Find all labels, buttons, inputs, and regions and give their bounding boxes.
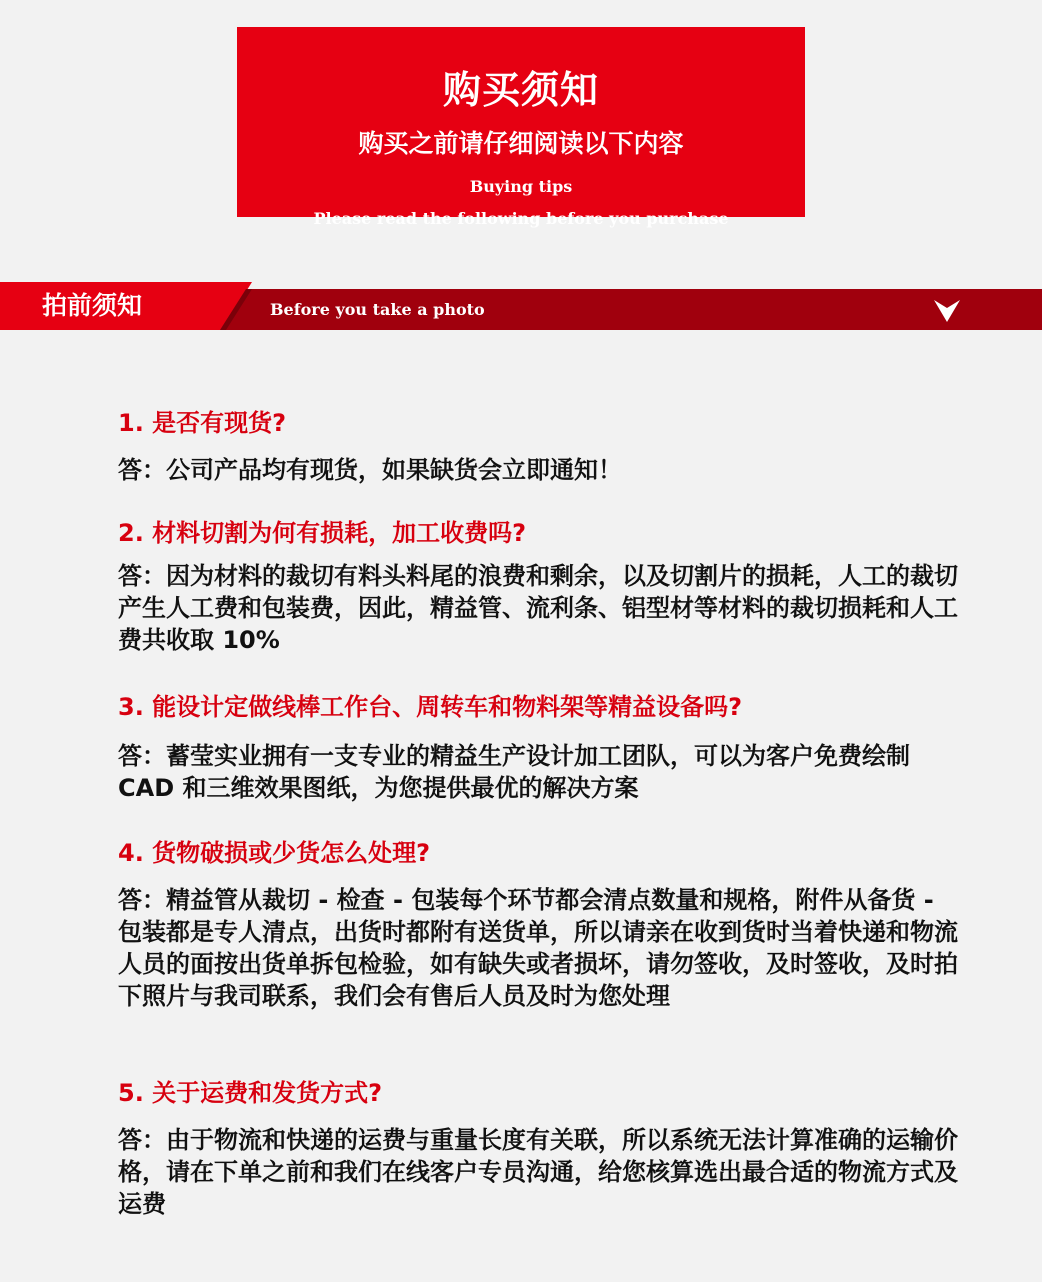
faq-item-5 — [118, 1076, 958, 1220]
faq-item-1 — [118, 406, 958, 486]
banner-subtitle: 购买之前请仔细阅读以下内容 — [358, 129, 684, 158]
faq-question: 5. 关于运费和发货方式? — [118, 1079, 383, 1107]
banner-title: 购买须知 — [442, 68, 599, 112]
faq-answer: 答：精益管从裁切 - 检查 - 包装每个环节都会清点数量和规格，附件从备货 - 包装都是专人清点，出货时都附有送货单，所以请亲在收到货时当着快递和物流人员的面按出货单拆包检验，如有缺失或者损坏，请勿签收，及时签收，及时拍下照片与我司联系，我们会有售后人员及时为您处理 — [118, 886, 958, 1010]
faq-question: 4. 货物破损或少货怎么处理? — [118, 839, 431, 867]
faq-answer: 答：由于物流和快递的运费与重量长度有关联，所以系统无法计算准确的运输价格，请在下单之前和我们在线客户专员沟通，给您核算选出最合适的物流方式及运费 — [118, 1126, 958, 1218]
section-label-cn: 拍前须知 — [42, 291, 143, 320]
section-label-en: Before you take a photo — [270, 300, 485, 319]
section-header-background — [0, 282, 1042, 330]
faq-answer: 答：蓄莹实业拥有一支专业的精益生产设计加工团队，可以为客户免费绘制 CAD 和三维效果图纸，为您提供最优的解决方案 — [118, 742, 910, 802]
banner-english-title: Buying tips — [469, 177, 573, 196]
buying-tips-banner — [237, 27, 805, 228]
faq-question: 1. 是否有现货? — [118, 409, 287, 437]
faq-item-4 — [118, 836, 958, 1012]
faq-question: 3. 能设计定做线棒工作台、周转车和物料架等精益设备吗? — [118, 693, 743, 721]
section-header-bar — [0, 282, 1042, 330]
faq-item-3 — [118, 690, 958, 804]
faq-item-2 — [118, 516, 958, 656]
faq-question: 2. 材料切割为何有损耗，加工收费吗? — [118, 519, 527, 547]
banner-english-subtitle: Please read the following before you purchase — [313, 209, 729, 228]
faq-answer: 答：公司产品均有现货，如果缺货会立即通知！ — [118, 456, 622, 484]
chevron-down-icon — [934, 300, 960, 322]
faq-answer: 答：因为材料的裁切有料头料尾的浪费和剩余，以及切割片的损耗，人工的裁切产生人工费和包装费，因此，精益管、流利条、铝型材等材料的裁切损耗和人工费共收取 10% — [118, 562, 958, 654]
